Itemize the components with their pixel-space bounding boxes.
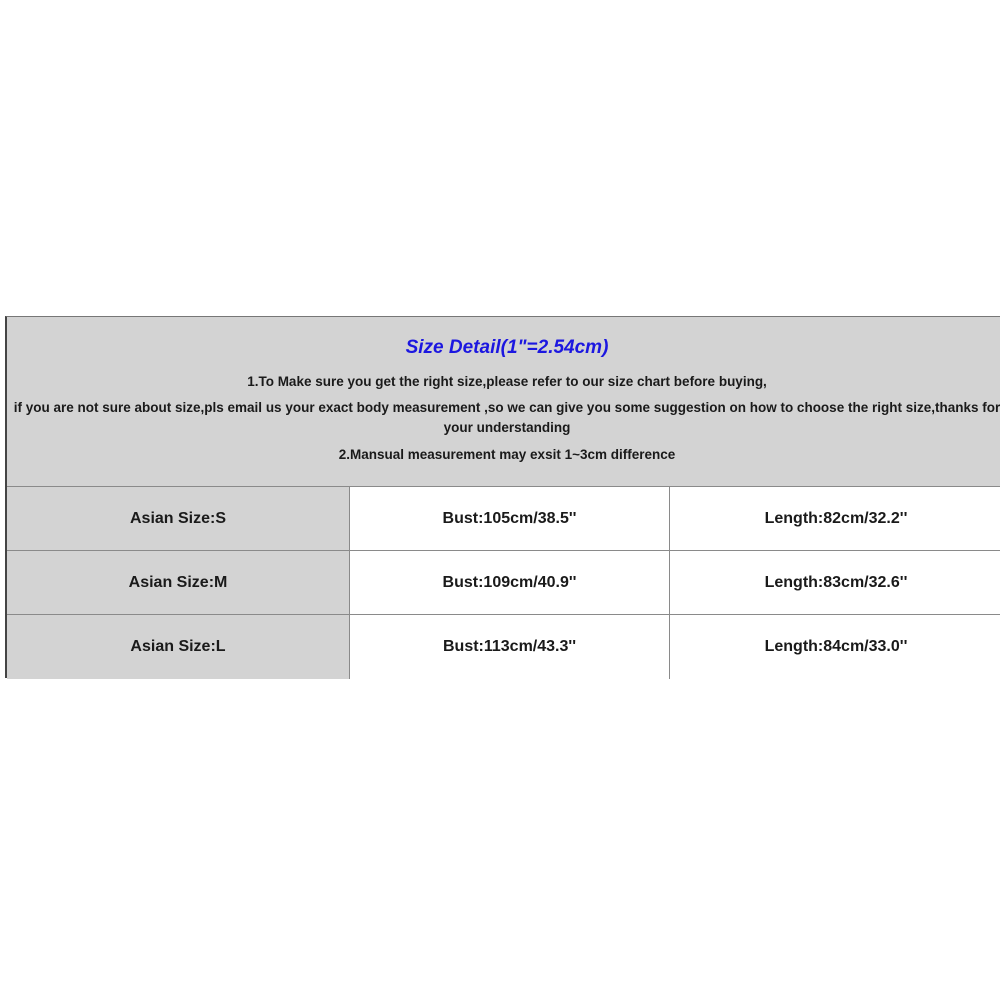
size-row [7, 487, 1000, 551]
size-cell: Asian Size:L [7, 615, 350, 679]
size-note-2-line-2: your understanding [443, 420, 571, 435]
bust-cell: Bust:109cm/40.9'' [350, 551, 670, 614]
size-row [7, 615, 1000, 679]
bust-cell: Bust:113cm/43.3'' [350, 615, 670, 679]
length-cell: Length:83cm/32.6'' [670, 551, 1000, 614]
size-cell: Asian Size:S [7, 487, 350, 550]
size-detail-header [7, 317, 1000, 487]
size-note-1: 1.To Make sure you get the right size,please refer to our size chart before buying, [247, 374, 767, 389]
size-note-3: 2.Mansual measurement may exsit 1~3cm difference [338, 447, 676, 462]
size-detail-panel [5, 316, 1000, 678]
bust-cell: Bust:105cm/38.5'' [350, 487, 670, 550]
size-cell: Asian Size:M [7, 551, 350, 614]
length-cell: Length:84cm/33.0'' [670, 615, 1000, 679]
size-row [7, 551, 1000, 615]
size-note-2-line-1: if you are not sure about size,pls email us your exact body measurement ,so we can give you some suggestion on how to choose the right size,thanks for [13, 400, 1000, 415]
length-cell: Length:82cm/32.2'' [670, 487, 1000, 550]
size-detail-title: Size Detail(1"=2.54cm) [405, 337, 609, 358]
